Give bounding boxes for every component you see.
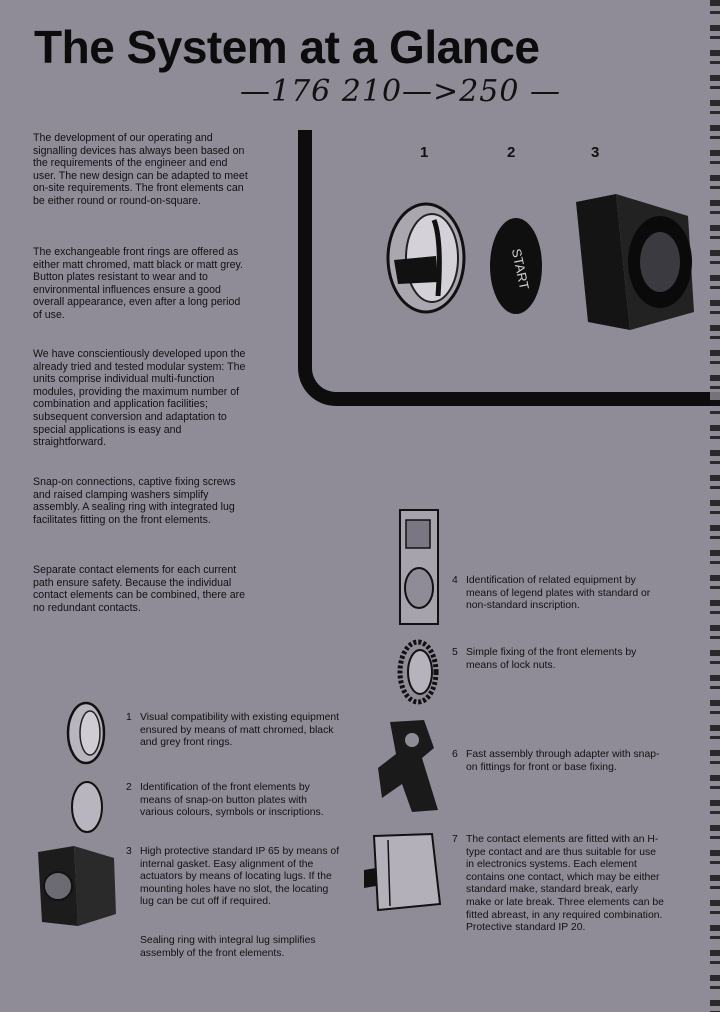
lock-nut-image [396, 640, 444, 706]
caption-number-3: 3 [126, 846, 132, 857]
caption-text-5: Simple fixing of the front elements by means of lock nuts. [466, 647, 637, 671]
caption-text-6: Fast assembly through adapter with snap-on fittings for front or base fixing. [466, 749, 660, 773]
intro-paragraph-4: Snap-on connections, captive fixing screws and raised clamping washers simplify assembly. A sealing ring with integrated lug facilitates fitting on the front elements. [33, 476, 236, 526]
caption-text-4: Identification of related equipment by means of legend plates with standard or non-standard inscription. [466, 575, 651, 612]
legend-plate-image [398, 508, 442, 628]
intro-paragraph-3: We have conscientiously developed upon the already tried and tested modular system: The units comprise individual multi-function modules, providing the maximum number of combination and application facilities; subsequent conversion and adaptation to special applications is easy and straightforward. [33, 348, 246, 449]
caption-number-7: 7 [452, 834, 458, 845]
caption-number-5: 5 [452, 647, 458, 658]
square-actuator-image [568, 192, 696, 342]
caption-text-2: Identification of the front elements by means of snap-on button plates with various colours, symbols or inscriptions. [140, 782, 324, 819]
caption-text-3b: Sealing ring with integral lug simplifies assembly of the front elements. [140, 935, 316, 959]
intro-paragraph-5: Separate contact elements for each current path ensure safety. Because the individual contact elements can be combined, there are no redundant contacts. [33, 564, 245, 614]
caption-number-2: 2 [126, 782, 132, 793]
caption-number-6: 6 [452, 749, 458, 760]
start-label: START [508, 247, 533, 291]
adapter-image [372, 718, 444, 814]
handwritten-note: —176 210—>250 — [240, 74, 561, 109]
intro-paragraph-1: The development of our operating and signalling devices has always been based on the requirements of the engineer and end user. The new design can be adapted to meet on-site requirements. The front elements can be either round or round-on-square. [33, 132, 248, 207]
chrome-front-ring-image [380, 200, 470, 320]
button-plate-image [70, 780, 104, 834]
caption-text-7: The contact elements are fitted with an H-type contact and are thus suitable for use in electronics systems. Each element contains one contact, which may be either standard make, standard break, early make or late break. Three elements can be fitted abreast, in any required combination. Protective standard IP 20. [466, 834, 664, 934]
contact-element-image [358, 830, 444, 916]
caption-text-1: Visual compatibility with existing equipment ensured by means of matt chromed, black and grey front rings. [140, 712, 340, 749]
scan-edge [710, 0, 720, 1012]
front-ring-image [66, 700, 108, 766]
caption-number-4: 4 [452, 575, 458, 586]
start-button-plate-image [488, 216, 544, 316]
figure-number-2: 2 [507, 144, 516, 161]
figure-number-3: 3 [591, 144, 600, 161]
figure-number-1: 1 [420, 144, 429, 161]
page-title: The System at a Glance [34, 21, 540, 73]
caption-number-1: 1 [126, 712, 132, 723]
intro-paragraph-2: The exchangeable front rings are offered as either matt chromed, matt black or matt grey. Button plates resistant to wear and to environmental influences ensure a good overall appearance, even after a long period of use. [33, 246, 243, 321]
actuator-gasket-image [34, 844, 120, 930]
caption-text-3: High protective standard IP 65 by means of internal gasket. Easy alignment of the actuators by means of locating lugs. If the mounting holes have no slot, the locating lug can be cut off if required. [140, 846, 340, 908]
